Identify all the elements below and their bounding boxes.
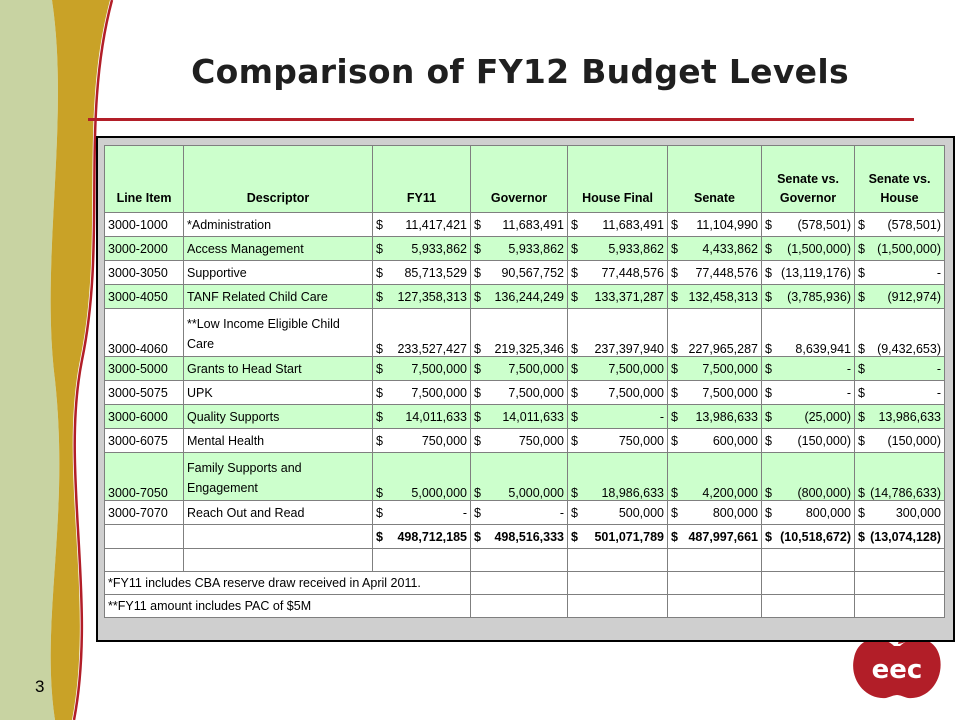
currency-symbol: $	[858, 433, 865, 448]
currency-symbol: $	[858, 361, 865, 376]
money-cell	[568, 309, 668, 357]
amount-value: 5,000,000	[411, 486, 467, 500]
currency-symbol: $	[858, 409, 865, 424]
currency-symbol: $	[671, 342, 678, 356]
currency-symbol: $	[671, 385, 678, 400]
currency-symbol: $	[765, 342, 772, 356]
money-cell	[855, 453, 945, 501]
money-cell	[373, 309, 471, 357]
amount-value: 7,500,000	[508, 361, 564, 376]
currency-symbol: $	[765, 265, 772, 280]
currency-symbol: $	[858, 289, 865, 304]
money-cell	[855, 381, 945, 405]
currency-symbol: $	[474, 505, 481, 520]
empty-cell	[568, 572, 668, 595]
empty-cell	[855, 595, 945, 618]
currency-symbol: $	[671, 433, 678, 448]
table-row	[105, 501, 945, 525]
currency-symbol: $	[858, 505, 865, 520]
empty-cell	[568, 595, 668, 618]
amount-value: -	[936, 385, 941, 400]
money-cell	[568, 429, 668, 453]
money-cell	[568, 381, 668, 405]
money-cell	[668, 501, 762, 525]
currency-symbol: $	[571, 486, 578, 500]
table-row	[105, 285, 945, 309]
amount-value: 7,500,000	[508, 385, 564, 400]
title-underline	[88, 118, 914, 121]
money-cell	[762, 381, 855, 405]
money-cell	[471, 285, 568, 309]
currency-symbol: $	[858, 217, 865, 232]
currency-symbol: $	[571, 433, 578, 448]
empty-cell	[471, 595, 568, 618]
money-cell	[762, 237, 855, 261]
amount-value: 77,448,576	[695, 265, 758, 280]
currency-symbol: $	[474, 433, 481, 448]
descriptor-cell: Family Supports and Engagement	[184, 453, 373, 501]
money-cell	[668, 285, 762, 309]
column-header: Descriptor	[184, 146, 373, 213]
currency-symbol: $	[671, 289, 678, 304]
amount-value: (578,501)	[887, 217, 941, 232]
money-cell	[762, 405, 855, 429]
header-row	[105, 146, 945, 213]
currency-symbol: $	[858, 486, 865, 500]
currency-symbol: $	[376, 486, 383, 500]
money-cell	[762, 309, 855, 357]
money-cell	[568, 261, 668, 285]
amount-value: 11,683,491	[502, 217, 564, 232]
empty-cell	[184, 549, 373, 572]
money-cell	[668, 213, 762, 237]
money-cell	[568, 501, 668, 525]
money-cell	[568, 285, 668, 309]
money-cell	[855, 285, 945, 309]
currency-symbol: $	[765, 409, 772, 424]
descriptor-cell: Quality Supports	[184, 405, 373, 429]
amount-value: (10,518,672)	[780, 529, 851, 544]
line-item-cell: 3000-6000	[105, 405, 184, 429]
amount-value: 219,325,346	[494, 342, 564, 356]
amount-value: 501,071,789	[594, 529, 664, 544]
amount-value: -	[846, 385, 851, 400]
currency-symbol: $	[571, 505, 578, 520]
amount-value: (578,501)	[797, 217, 851, 232]
currency-symbol: $	[376, 265, 383, 280]
currency-symbol: $	[571, 289, 578, 304]
amount-value: (1,500,000)	[877, 241, 941, 256]
money-cell	[762, 357, 855, 381]
money-cell	[668, 525, 762, 549]
currency-symbol: $	[671, 361, 678, 376]
empty-cell	[762, 595, 855, 618]
money-cell	[668, 357, 762, 381]
empty-cell	[568, 549, 668, 572]
column-header: Senate vs. House	[855, 146, 945, 213]
amount-value: (150,000)	[887, 433, 941, 448]
money-cell	[568, 237, 668, 261]
currency-symbol: $	[571, 217, 578, 232]
money-cell	[762, 453, 855, 501]
amount-value: -	[936, 265, 941, 280]
currency-symbol: $	[765, 433, 772, 448]
amount-value: 750,000	[421, 433, 467, 448]
money-cell	[471, 501, 568, 525]
empty-cell	[668, 549, 762, 572]
amount-value: 7,500,000	[411, 385, 467, 400]
currency-symbol: $	[571, 529, 578, 544]
amount-value: 500,000	[618, 505, 664, 520]
currency-symbol: $	[571, 361, 578, 376]
money-cell	[762, 429, 855, 453]
footnote-row	[105, 595, 945, 618]
money-cell	[855, 525, 945, 549]
amount-value: (800,000)	[797, 486, 851, 500]
currency-symbol: $	[671, 505, 678, 520]
line-item-cell: 3000-1000	[105, 213, 184, 237]
money-cell	[373, 285, 471, 309]
currency-symbol: $	[671, 265, 678, 280]
amount-value: 132,458,313	[688, 289, 758, 304]
money-cell	[373, 357, 471, 381]
amount-value: 5,933,862	[508, 241, 564, 256]
amount-value: 11,683,491	[602, 217, 664, 232]
empty-cell	[762, 549, 855, 572]
currency-symbol: $	[765, 385, 772, 400]
footnote-text: *FY11 includes CBA reserve draw received in April 2011.	[105, 572, 471, 595]
money-cell	[762, 525, 855, 549]
currency-symbol: $	[858, 342, 865, 356]
amount-value: 11,104,990	[696, 217, 758, 232]
money-cell	[568, 453, 668, 501]
line-item-cell: 3000-3050	[105, 261, 184, 285]
money-cell	[471, 381, 568, 405]
money-cell	[668, 429, 762, 453]
money-cell	[373, 261, 471, 285]
empty-cell	[471, 549, 568, 572]
amount-value: 600,000	[712, 433, 758, 448]
currency-symbol: $	[765, 361, 772, 376]
money-cell	[373, 237, 471, 261]
footnote-row	[105, 572, 945, 595]
money-cell	[373, 525, 471, 549]
amount-value: 7,500,000	[608, 385, 664, 400]
money-cell	[855, 213, 945, 237]
currency-symbol: $	[474, 265, 481, 280]
currency-symbol: $	[765, 241, 772, 256]
descriptor-cell: **Low Income Eligible Child Care	[184, 309, 373, 357]
budget-table	[104, 145, 945, 618]
column-header: House Final	[568, 146, 668, 213]
amount-value: 300,000	[895, 505, 941, 520]
amount-value: 487,997,661	[688, 529, 758, 544]
amount-value: (25,000)	[804, 409, 851, 424]
amount-value: 5,933,862	[411, 241, 467, 256]
amount-value: -	[462, 505, 467, 520]
currency-symbol: $	[858, 385, 865, 400]
amount-value: 8,639,941	[795, 342, 851, 356]
money-cell	[568, 405, 668, 429]
currency-symbol: $	[474, 217, 481, 232]
money-cell	[373, 405, 471, 429]
slide-title: Comparison of FY12 Budget Levels	[191, 52, 849, 91]
amount-value: 227,965,287	[688, 342, 758, 356]
money-cell	[373, 381, 471, 405]
money-cell	[855, 357, 945, 381]
amount-value: 13,986,633	[695, 409, 758, 424]
money-cell	[373, 501, 471, 525]
money-cell	[471, 357, 568, 381]
amount-value: 127,358,313	[397, 289, 467, 304]
money-cell	[762, 261, 855, 285]
currency-symbol: $	[474, 486, 481, 500]
currency-symbol: $	[474, 529, 481, 544]
money-cell	[855, 405, 945, 429]
currency-symbol: $	[571, 241, 578, 256]
table-row	[105, 237, 945, 261]
money-cell	[762, 501, 855, 525]
line-item-cell: 3000-7050	[105, 453, 184, 501]
currency-symbol: $	[474, 241, 481, 256]
amount-value: 18,986,633	[601, 486, 664, 500]
money-cell	[471, 405, 568, 429]
money-cell	[668, 381, 762, 405]
amount-value: 237,397,940	[594, 342, 664, 356]
money-cell	[568, 357, 668, 381]
amount-value: 7,500,000	[411, 361, 467, 376]
descriptor-cell: Access Management	[184, 237, 373, 261]
money-cell	[855, 429, 945, 453]
table-row	[105, 405, 945, 429]
money-cell	[373, 429, 471, 453]
currency-symbol: $	[376, 289, 383, 304]
currency-symbol: $	[376, 385, 383, 400]
currency-symbol: $	[765, 505, 772, 520]
currency-symbol: $	[571, 265, 578, 280]
amount-value: 90,567,752	[501, 265, 564, 280]
money-cell	[668, 309, 762, 357]
currency-symbol: $	[571, 342, 578, 356]
amount-value: (150,000)	[797, 433, 851, 448]
line-item-cell: 3000-5000	[105, 357, 184, 381]
amount-value: 498,516,333	[494, 529, 564, 544]
currency-symbol: $	[474, 409, 481, 424]
currency-symbol: $	[474, 342, 481, 356]
amount-value: 13,986,633	[878, 409, 941, 424]
money-cell	[471, 213, 568, 237]
currency-symbol: $	[671, 529, 678, 544]
money-cell	[668, 237, 762, 261]
table-row	[105, 261, 945, 285]
amount-value: 750,000	[618, 433, 664, 448]
amount-value: -	[846, 361, 851, 376]
line-item-cell: 3000-4060	[105, 309, 184, 357]
line-item-cell: 3000-7070	[105, 501, 184, 525]
currency-symbol: $	[376, 361, 383, 376]
money-cell	[471, 453, 568, 501]
footnote-text: **FY11 amount includes PAC of $5M	[105, 595, 471, 618]
amount-value: 14,011,633	[405, 409, 467, 424]
money-cell	[471, 429, 568, 453]
amount-value: 800,000	[805, 505, 851, 520]
amount-value: 4,433,862	[702, 241, 758, 256]
empty-cell	[668, 572, 762, 595]
currency-symbol: $	[376, 409, 383, 424]
line-item-cell: 3000-5075	[105, 381, 184, 405]
currency-symbol: $	[571, 385, 578, 400]
empty-cell	[105, 549, 184, 572]
currency-symbol: $	[858, 529, 865, 544]
line-item-cell: 3000-4050	[105, 285, 184, 309]
descriptor-cell: Mental Health	[184, 429, 373, 453]
currency-symbol: $	[474, 289, 481, 304]
amount-value: 5,000,000	[508, 486, 564, 500]
descriptor-cell: Grants to Head Start	[184, 357, 373, 381]
table-row	[105, 381, 945, 405]
money-cell	[373, 453, 471, 501]
currency-symbol: $	[671, 241, 678, 256]
money-cell	[471, 237, 568, 261]
amount-value: (13,119,176)	[781, 265, 851, 280]
amount-value: -	[659, 409, 664, 424]
amount-value: 14,011,633	[502, 409, 564, 424]
currency-symbol: $	[858, 241, 865, 256]
descriptor-cell: Supportive	[184, 261, 373, 285]
amount-value: 5,933,862	[608, 241, 664, 256]
amount-value: 7,500,000	[608, 361, 664, 376]
empty-cell	[184, 525, 373, 549]
money-cell	[568, 213, 668, 237]
amount-value: -	[936, 361, 941, 376]
amount-value: 11,417,421	[405, 217, 467, 232]
money-cell	[568, 525, 668, 549]
column-header: FY11	[373, 146, 471, 213]
amount-value: 85,713,529	[404, 265, 467, 280]
amount-value: 133,371,287	[594, 289, 664, 304]
amount-value: (1,500,000)	[787, 241, 851, 256]
money-cell	[471, 309, 568, 357]
svg-text:eec: eec	[871, 655, 923, 685]
currency-symbol: $	[376, 529, 383, 544]
empty-cell	[668, 595, 762, 618]
currency-symbol: $	[474, 385, 481, 400]
money-cell	[855, 309, 945, 357]
line-item-cell: 3000-2000	[105, 237, 184, 261]
empty-cell	[855, 572, 945, 595]
sidebar-green-band	[0, 0, 59, 720]
empty-cell	[373, 549, 471, 572]
amount-value: (14,786,633)	[870, 486, 941, 500]
amount-value: 498,712,185	[397, 529, 467, 544]
currency-symbol: $	[376, 217, 383, 232]
empty-cell	[762, 572, 855, 595]
column-header: Governor	[471, 146, 568, 213]
amount-value: (3,785,936)	[787, 289, 851, 304]
empty-cell	[471, 572, 568, 595]
descriptor-cell: TANF Related Child Care	[184, 285, 373, 309]
currency-symbol: $	[571, 409, 578, 424]
money-cell	[471, 261, 568, 285]
currency-symbol: $	[376, 241, 383, 256]
amount-value: 4,200,000	[702, 486, 758, 500]
table-row	[105, 429, 945, 453]
line-item-cell: 3000-6075	[105, 429, 184, 453]
column-header: Senate vs. Governor	[762, 146, 855, 213]
amount-value: 7,500,000	[702, 361, 758, 376]
amount-value: (13,074,128)	[870, 529, 941, 544]
currency-symbol: $	[376, 342, 383, 356]
currency-symbol: $	[765, 529, 772, 544]
table-row	[105, 357, 945, 381]
money-cell	[668, 261, 762, 285]
table-row	[105, 213, 945, 237]
currency-symbol: $	[671, 409, 678, 424]
currency-symbol: $	[671, 486, 678, 500]
money-cell	[668, 453, 762, 501]
page-number: 3	[35, 677, 45, 696]
money-cell	[762, 213, 855, 237]
column-header: Line Item	[105, 146, 184, 213]
money-cell	[855, 237, 945, 261]
table-row	[105, 453, 945, 501]
amount-value: 136,244,249	[494, 289, 564, 304]
empty-cell	[855, 549, 945, 572]
currency-symbol: $	[765, 289, 772, 304]
money-cell	[373, 213, 471, 237]
money-cell	[855, 501, 945, 525]
descriptor-cell: UPK	[184, 381, 373, 405]
amount-value: 7,500,000	[702, 385, 758, 400]
currency-symbol: $	[671, 217, 678, 232]
descriptor-cell: *Administration	[184, 213, 373, 237]
amount-value: 233,527,427	[397, 342, 467, 356]
currency-symbol: $	[376, 433, 383, 448]
money-cell	[471, 525, 568, 549]
amount-value: 750,000	[518, 433, 564, 448]
money-cell	[668, 405, 762, 429]
currency-symbol: $	[765, 217, 772, 232]
amount-value: -	[559, 505, 564, 520]
money-cell	[762, 285, 855, 309]
amount-value: 77,448,576	[601, 265, 664, 280]
currency-symbol: $	[858, 265, 865, 280]
empty-cell	[105, 525, 184, 549]
currency-symbol: $	[474, 361, 481, 376]
blank-row	[105, 549, 945, 572]
amount-value: (912,974)	[887, 289, 941, 304]
currency-symbol: $	[376, 505, 383, 520]
table-row	[105, 309, 945, 357]
totals-row	[105, 525, 945, 549]
column-header: Senate	[668, 146, 762, 213]
amount-value: (9,432,653)	[877, 342, 941, 356]
currency-symbol: $	[765, 486, 772, 500]
amount-value: 800,000	[712, 505, 758, 520]
descriptor-cell: Reach Out and Read	[184, 501, 373, 525]
money-cell	[855, 261, 945, 285]
